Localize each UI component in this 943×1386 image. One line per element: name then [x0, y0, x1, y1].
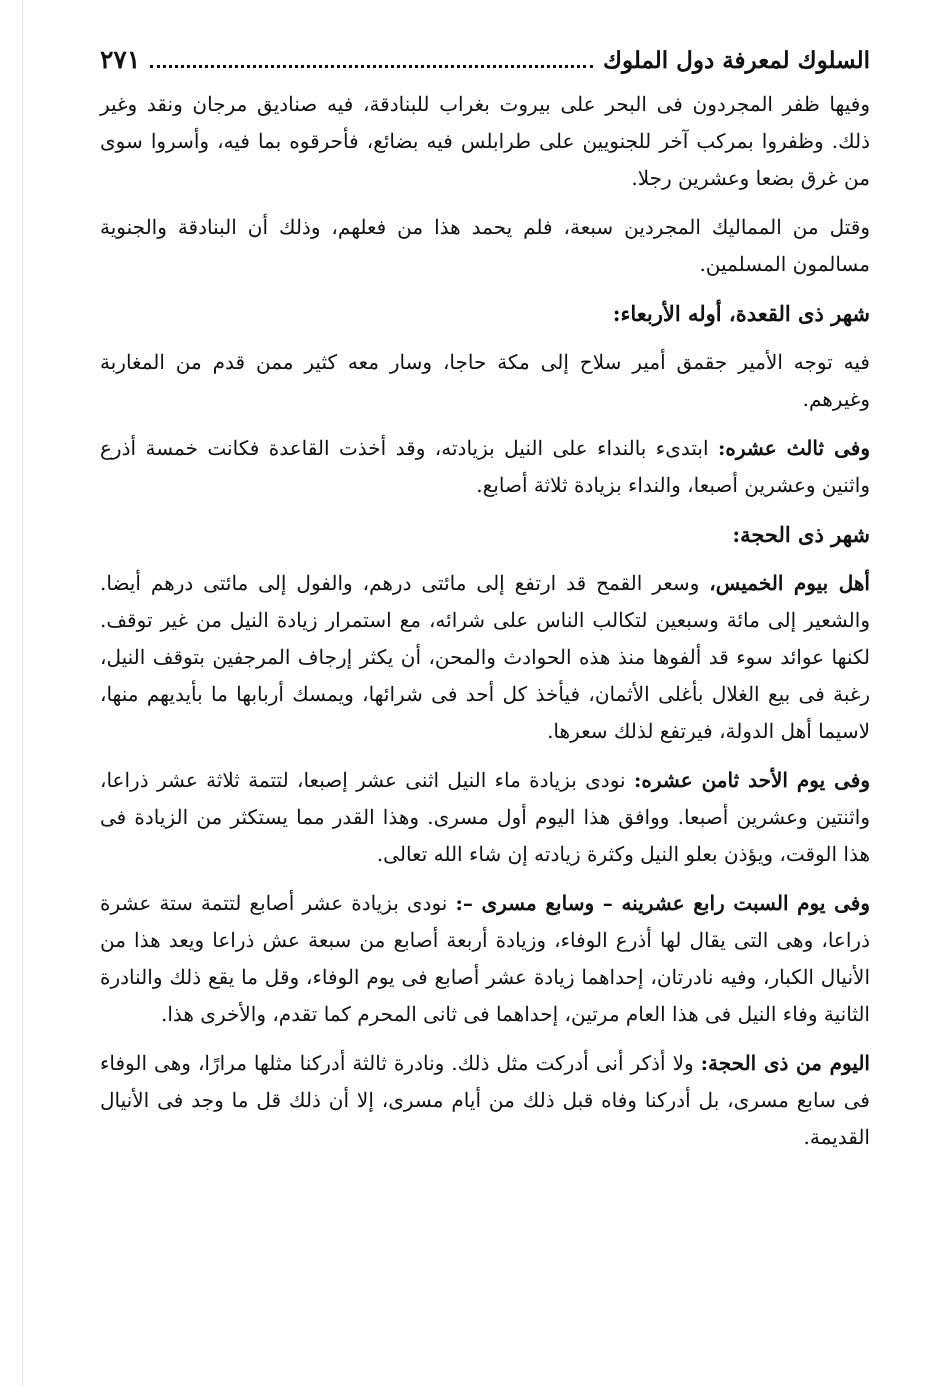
paragraph-lead: اليوم من ذى الحجة:: [700, 1051, 870, 1075]
paragraph-text: ولا أذكر أنى أدركت مثل ذلك. ونادرة ثالثة أدركنا مثلها مرارًا، وهى الوفاء فى سابع مسرى، بل أدركنا وفاه قبل ذلك من أيام مسرى، إلا أن ذلك قل ما وجد فى الأنيال القديمة.: [100, 1051, 870, 1149]
paragraph-rare-events: [100, 1045, 870, 1156]
paragraph-lead: وفى يوم الأحد ثامن عشره:: [633, 768, 871, 792]
paragraph-nile-call: [100, 430, 870, 504]
section-heading-dhu-al-qaada: شهر ذى القعدة، أوله الأربعاء:: [612, 301, 870, 326]
paragraph-text: فيه توجه الأمير جقمق أمير سلاح إلى مكة حاجا، وسار معه كثير ممن قدم من المغاربة وغيرهم.: [100, 350, 870, 411]
book-page: [100, 40, 870, 1168]
paragraph-jaqmaq: [100, 344, 870, 418]
paragraph-text: نودى بزيادة ماء النيل اثنى عشر إصبعا، لتتمة ثلاثة عشر ذراعا، واثنتين وعشرين أصبعا. ووافق هذا اليوم أول مسرى. وهذا القدر مما يستكثر من الزيادة فى هذا الوقت، ويؤذن بعلو النيل وكثرة زيادته إن شاء الله تعالى.: [100, 768, 870, 866]
paragraph-text: وسعر القمح قد ارتفع إلى مائتى درهم، والفول إلى مائتى درهم أيضا. والشعير إلى مائة وسبعين لتكالب الناس على شرائه، مع استمرار زيادة النيل من غير توقف. لكنها عوائد سوء قد ألفوها منذ هذه الحوادث والمحن، أن يكثر إرجاف المرجفين بتوقف النيل، رغبة فى بيع الغلال بأغلى الأثمان، فيأخذ كل أحد فى شرائها، ويمسك أربابها ما بأيديهم منها، لاسيما أهل الدولة، فيرتفع لذلك سعرها.: [100, 571, 871, 743]
paragraph-lead: وفى يوم السبت رابع عشرينه – وسابع مسرى –:: [455, 891, 870, 915]
paragraph-beirut: [100, 86, 870, 197]
paragraph-saturday-24: [100, 885, 870, 1033]
running-header: [100, 40, 870, 86]
paragraph-lead: أهل بيوم الخميس،: [709, 571, 870, 595]
paragraph-text: ابتدىء بالنداء على النيل بزيادته، وقد أخذت القاعدة فكانت خمسة أذرع واثنين وعشرين أصبعا، والنداء بزيادة ثلاثة أصابع.: [100, 436, 870, 497]
paragraph-prices: [100, 565, 870, 750]
paragraph-text: وقتل من المماليك المجردين سبعة، فلم يحمد هذا من فعلهم، وذلك أن البنادقة والجنوية مسالمون المسلمين.: [100, 215, 870, 276]
page-edge-line: [22, 0, 23, 1386]
paragraph-sunday-18: [100, 762, 870, 873]
paragraph-text: وفيها ظفر المجردون فى البحر على بيروت بغراب للبنادقة، فيه صناديق مرجان ونقد وغير ذلك. وظفروا بمركب آخر للجنويين على طرابلس فيه بضائع، فأحرقوه بما فيه، وأسروا سوى من غرق بضعا وعشرين رجلا.: [100, 92, 870, 190]
page-number: ٢٧١: [100, 45, 141, 74]
header-dot-leader: [150, 65, 593, 68]
paragraph-mamluks: [100, 209, 870, 283]
section-heading-dhu-al-hijja: شهر ذى الحجة:: [732, 522, 870, 547]
paragraph-text: نودى بزيادة عشر أصابع لتتمة ستة عشرة ذراعا، وهى التى يقال لها أذرع الوفاء، وزيادة أربعة أصابع من سبعة عش ذراعا ويعد هذا من الأنيال الكبار، وفيه نادرتان، إحداهما زيادة عشر أصابع فى يوم الوفاء، وقل ما يقع ذلك والنادرة الثانية وفاء النيل فى هذا العام مرتين، إحداهما فى ثانى المحرم كما تقدم، والأخرى هذا.: [100, 891, 870, 1026]
book-title: السلوك لمعرفة دول الملوك: [602, 47, 870, 74]
paragraph-lead: وفى ثالث عشره:: [717, 436, 870, 460]
